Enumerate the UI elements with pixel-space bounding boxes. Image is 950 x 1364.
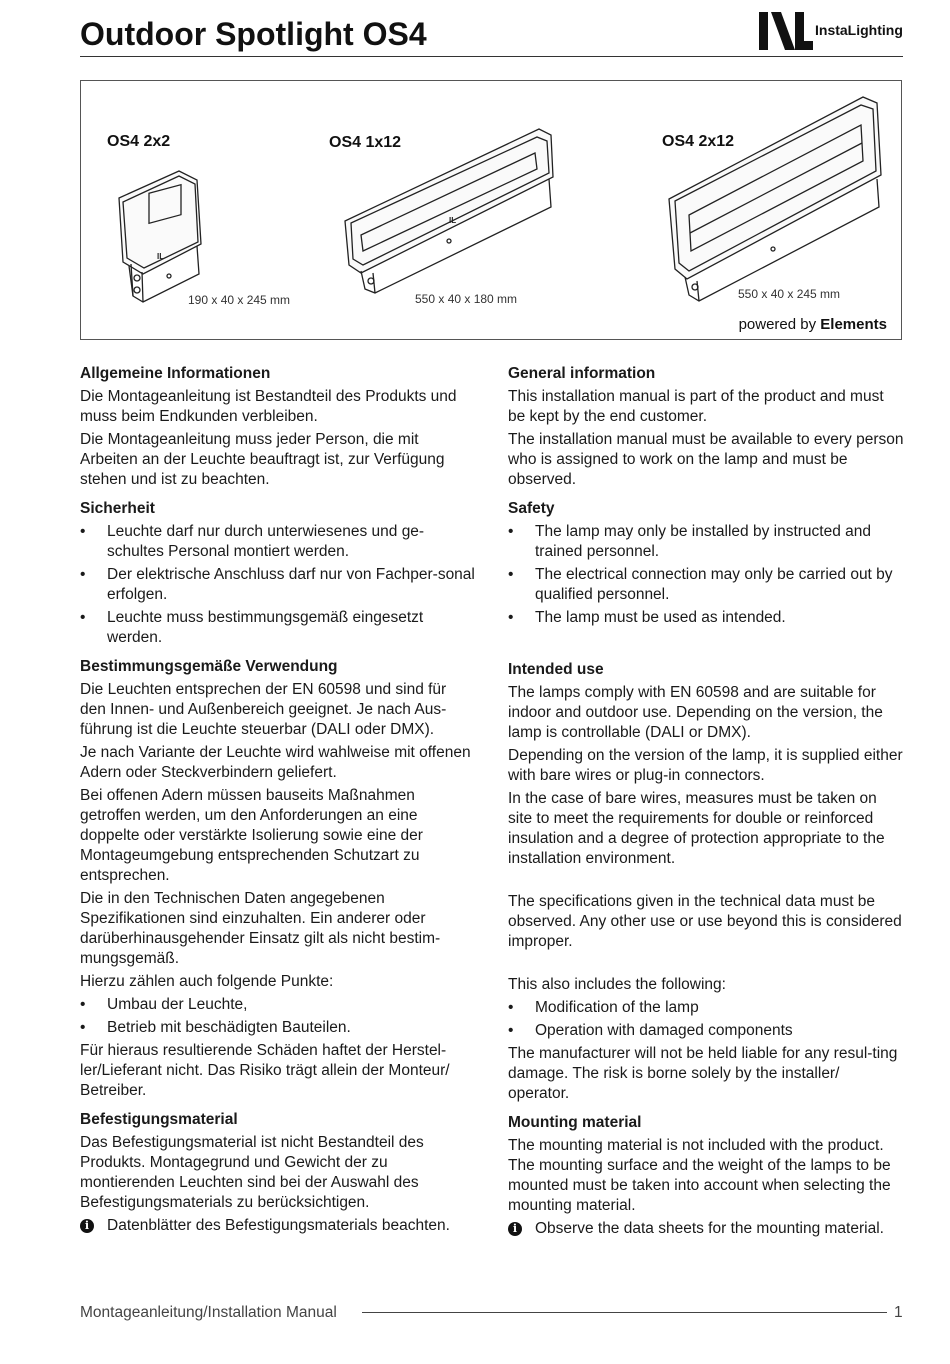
section-safety-de (80, 499, 476, 648)
section-general-de (80, 364, 476, 490)
page-number: 1 (894, 1304, 903, 1321)
section-mounting-de (80, 1110, 476, 1236)
powered-by-brand: Elements (820, 316, 887, 333)
paragraph: Die in den Technischen Daten angegebenen Spezifikationen sind einzuhalten. Ein anderer oder darüberhinausgehender Einsatz gilt als nicht bestim-mungsgemäß. (80, 890, 441, 967)
list-item: • The lamp must be used as intended. (508, 608, 904, 628)
paragraph: Bei offenen Adern müssen bauseits Maßnahmen getroffen werden, um den Anforderungen an eine doppelte oder verstärkte Isolierung sowie eine der Montageumgebung entsprechenden Schutzart zu entsprechen. (80, 787, 423, 884)
list-item: • Operation with damaged components (508, 1021, 904, 1041)
brand-name: InstaLighting (815, 22, 903, 38)
spacer (508, 872, 904, 892)
heading-mounting-de: Befestigungsmaterial (80, 1111, 238, 1128)
list-item: • Leuchte muss bestimmungsgemäß eingesetzt werden. (80, 608, 476, 648)
list-item: • The lamp may only be installed by instructed and trained personnel. (508, 522, 904, 562)
product-dims-1x12: 550 x 40 x 180 mm (415, 292, 518, 306)
paragraph: Für hieraus resultierende Schäden haftet der Herstel-ler/Lieferant nicht. Das Risiko trägt allein der Monteur/ Betreiber. (80, 1042, 450, 1099)
svg-text:IL: IL (157, 252, 165, 261)
english-column (508, 364, 904, 1248)
safety-list-de (80, 522, 476, 648)
spacer (508, 631, 904, 651)
section-safety-en (508, 499, 904, 651)
list-item: • Der elektrische Anschluss darf nur von Fachper-sonal erfolgen. (80, 565, 476, 605)
paragraph: Die Montageanleitung ist Bestandteil des Produkts und muss beim Endkunden verbleiben. (80, 388, 457, 425)
intended-list-en (508, 998, 904, 1041)
paragraph: Je nach Variante der Leuchte wird wahlweise mit offenen Adern oder Steckverbindern geliefert. (80, 744, 471, 781)
heading-intended-de: Bestimmungsgemäße Verwendung (80, 658, 338, 675)
svg-text:IL: IL (449, 216, 457, 225)
list-item: • Modification of the lamp (508, 998, 904, 1018)
paragraph: In the case of bare wires, measures must be taken on site to meet the requirements for double or reinforced insulation and a degree of protection appropriate to the installation environment. (508, 790, 885, 867)
section-mounting-en (508, 1113, 904, 1239)
paragraph: This also includes the following: (508, 976, 726, 993)
section-intended-en (508, 660, 904, 1104)
safety-list-en (508, 522, 904, 628)
powered-by-badge (739, 316, 887, 333)
paragraph: Das Befestigungsmaterial ist nicht Bestandteil des Produkts. Montagegrund und Gewicht der zu montierenden Leuchten sind bei der Auswahl des Befestigungsmaterials zu berücksichtigen. (80, 1134, 424, 1211)
paragraph: The lamps comply with EN 60598 and are suitable for indoor and outdoor use. Depending on the version, the lamp is controllable (DALI or DMX). (508, 684, 883, 741)
powered-by-prefix: powered by (738, 316, 817, 333)
product-label-1x12: OS4 1x12 (329, 134, 402, 151)
product-drawing-2x12 (663, 89, 888, 309)
info-icon: i (508, 1222, 522, 1236)
paragraph: The mounting material is not included with the product. The mounting surface and the weight of the lamps to be mounted must be taken into account when selecting the mounting material. (508, 1137, 891, 1214)
list-item: • Leuchte darf nur durch unterwiesenes und ge-schultes Personal montiert werden. (80, 522, 476, 562)
title-divider (80, 56, 903, 57)
paragraph: Die Montageanleitung muss jeder Person, die mit Arbeiten an der Leuchte beauftragt ist, zur Verfügung stehen und ist zu beachten. (80, 431, 445, 488)
list-item: • Betrieb mit beschädigten Bauteilen. (80, 1018, 476, 1038)
paragraph: The installation manual must be available to every person who is assigned to work on the lamp and must be observed. (508, 431, 904, 488)
paragraph: Depending on the version of the lamp, it is supplied either with bare wires or plug-in connectors. (508, 747, 903, 784)
heading-general-en: General information (508, 365, 656, 382)
info-note-en (508, 1219, 904, 1239)
page-title: Outdoor Spotlight OS4 (80, 16, 427, 52)
product-label-2x2: OS4 2x2 (107, 133, 171, 150)
product-drawing-1x12 (339, 121, 559, 296)
list-item: • Umbau der Leuchte, (80, 995, 476, 1015)
german-column (80, 364, 476, 1245)
heading-safety-de: Sicherheit (80, 500, 155, 517)
footer-divider (362, 1312, 887, 1313)
section-general-en (508, 364, 904, 490)
product-label-2x12: OS4 2x12 (662, 133, 735, 150)
info-icon: i (80, 1219, 94, 1233)
list-item: • The electrical connection may only be carried out by qualified personnel. (508, 565, 904, 605)
heading-mounting-en: Mounting material (508, 1114, 642, 1131)
info-note-de (80, 1216, 476, 1236)
paragraph: The manufacturer will not be held liable for any resul-ting damage. The risk is borne solely by the installer/ operator. (508, 1045, 898, 1102)
footer-label: Montageanleitung/Installation Manual (80, 1304, 337, 1321)
paragraph: This installation manual is part of the product and must be kept by the end customer. (508, 388, 884, 425)
product-dims-2x12: 550 x 40 x 245 mm (738, 287, 841, 301)
intended-list-de (80, 995, 476, 1038)
section-intended-de (80, 657, 476, 1101)
product-dims-2x2: 190 x 40 x 245 mm (188, 293, 291, 307)
heading-general-de: Allgemeine Informationen (80, 365, 271, 382)
heading-intended-en: Intended use (508, 661, 604, 678)
heading-safety-en: Safety (508, 500, 555, 517)
paragraph: The specifications given in the technical data must be observed. Any other use or use beyond this is considered improper. (508, 893, 902, 950)
info-note-text: Datenblätter des Befestigungsmaterials beachten. (107, 1217, 450, 1234)
paragraph: Die Leuchten entsprechen der EN 60598 und sind für den Innen- und Außenbereich geeignet. Je nach Aus-führung ist die Leuchte steuerbar (DALI oder DMX). (80, 681, 447, 738)
info-note-text: Observe the data sheets for the mounting material. (535, 1220, 884, 1237)
product-figure (80, 80, 902, 340)
paragraph: Hierzu zählen auch folgende Punkte: (80, 973, 334, 990)
spacer (508, 955, 904, 975)
